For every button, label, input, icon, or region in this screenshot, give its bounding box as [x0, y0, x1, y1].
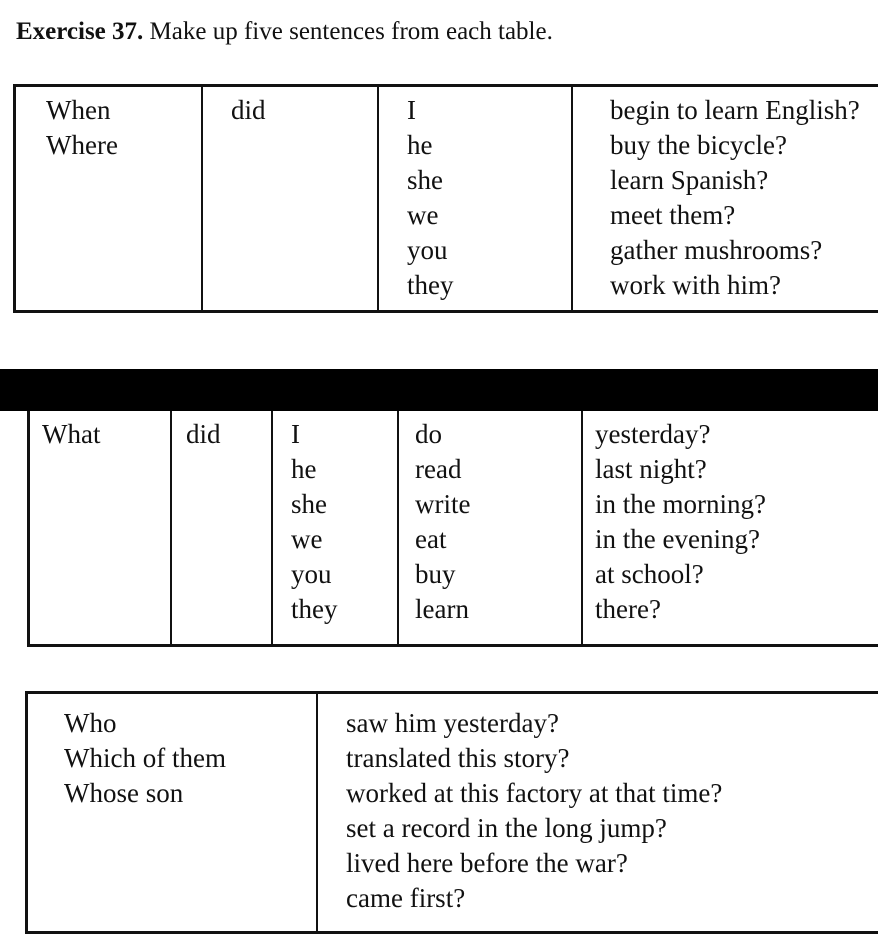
time-place-phrase: in the evening? [595, 524, 760, 554]
predicate-phrase: worked at this factory at that time? [346, 778, 723, 808]
subject-column [272, 411, 398, 646]
time-place-phrase: in the morning? [595, 489, 766, 519]
predicate-phrase: set a record in the long jump? [346, 813, 667, 843]
subject-pronoun: he [407, 130, 433, 160]
substitution-table-2 [27, 411, 878, 647]
subject-pronoun: we [407, 200, 439, 230]
exercise-instruction: Make up five sentences from each table. [149, 18, 553, 45]
subject-pronoun: they [407, 270, 454, 300]
verb: buy [415, 559, 456, 589]
subject-pronoun: they [291, 594, 338, 624]
question-word: When [46, 95, 111, 125]
substitution-table-3 [25, 691, 878, 934]
verb: read [415, 454, 462, 484]
auxiliary-column [202, 86, 378, 312]
question-word: Where [46, 130, 118, 160]
question-word: What [42, 419, 101, 449]
predicate-phrase: came first? [346, 883, 466, 913]
subject-pronoun: I [291, 419, 300, 449]
time-place-phrase: at school? [595, 559, 704, 589]
verb: write [415, 489, 471, 519]
subject-pronoun: we [291, 524, 323, 554]
subject-pronoun: you [407, 235, 448, 265]
question-word: Whose son [64, 778, 184, 808]
table-row [15, 86, 878, 312]
predicate-column [317, 693, 878, 933]
verb-column [398, 411, 582, 646]
subject-pronoun: you [291, 559, 332, 589]
exercise-heading [16, 16, 553, 48]
substitution-table-1 [13, 84, 878, 313]
time-place-phrase: last night? [595, 454, 707, 484]
predicate-phrase: translated this story? [346, 743, 570, 773]
predicate-phrase: learn Spanish? [610, 165, 769, 195]
predicate-phrase: work with him? [610, 270, 781, 300]
predicate-phrase: gather mushrooms? [610, 235, 823, 265]
question-word-column [29, 411, 172, 646]
predicate-phrase: meet them? [610, 200, 736, 230]
table-row [27, 693, 878, 933]
time-place-phrase: yesterday? [595, 419, 711, 449]
predicate-phrase: begin to learn English? [610, 95, 860, 125]
scan-black-bar [0, 369, 878, 411]
subject-pronoun: he [291, 454, 317, 484]
table-row [29, 411, 878, 646]
verb: eat [415, 524, 447, 554]
question-word-column [15, 86, 203, 312]
question-word: Which of them [64, 743, 226, 773]
verb: do [415, 419, 442, 449]
subject-column [378, 86, 572, 312]
predicate-phrase: buy the bicycle? [610, 130, 787, 160]
exercise-number: Exercise 37. [16, 18, 144, 45]
subject-pronoun: she [407, 165, 443, 195]
question-word-column [27, 693, 318, 933]
subject-pronoun: she [291, 489, 327, 519]
verb: learn [415, 594, 469, 624]
time-place-column [582, 411, 878, 646]
auxiliary-verb: did [231, 95, 266, 125]
auxiliary-column [171, 411, 272, 646]
subject-pronoun: I [407, 95, 416, 125]
question-word: Who [64, 708, 117, 738]
time-place-phrase: there? [595, 594, 661, 624]
predicate-phrase: lived here before the war? [346, 848, 628, 878]
auxiliary-verb: did [186, 419, 221, 449]
predicate-phrase: saw him yesterday? [346, 708, 559, 738]
predicate-column [572, 86, 878, 312]
